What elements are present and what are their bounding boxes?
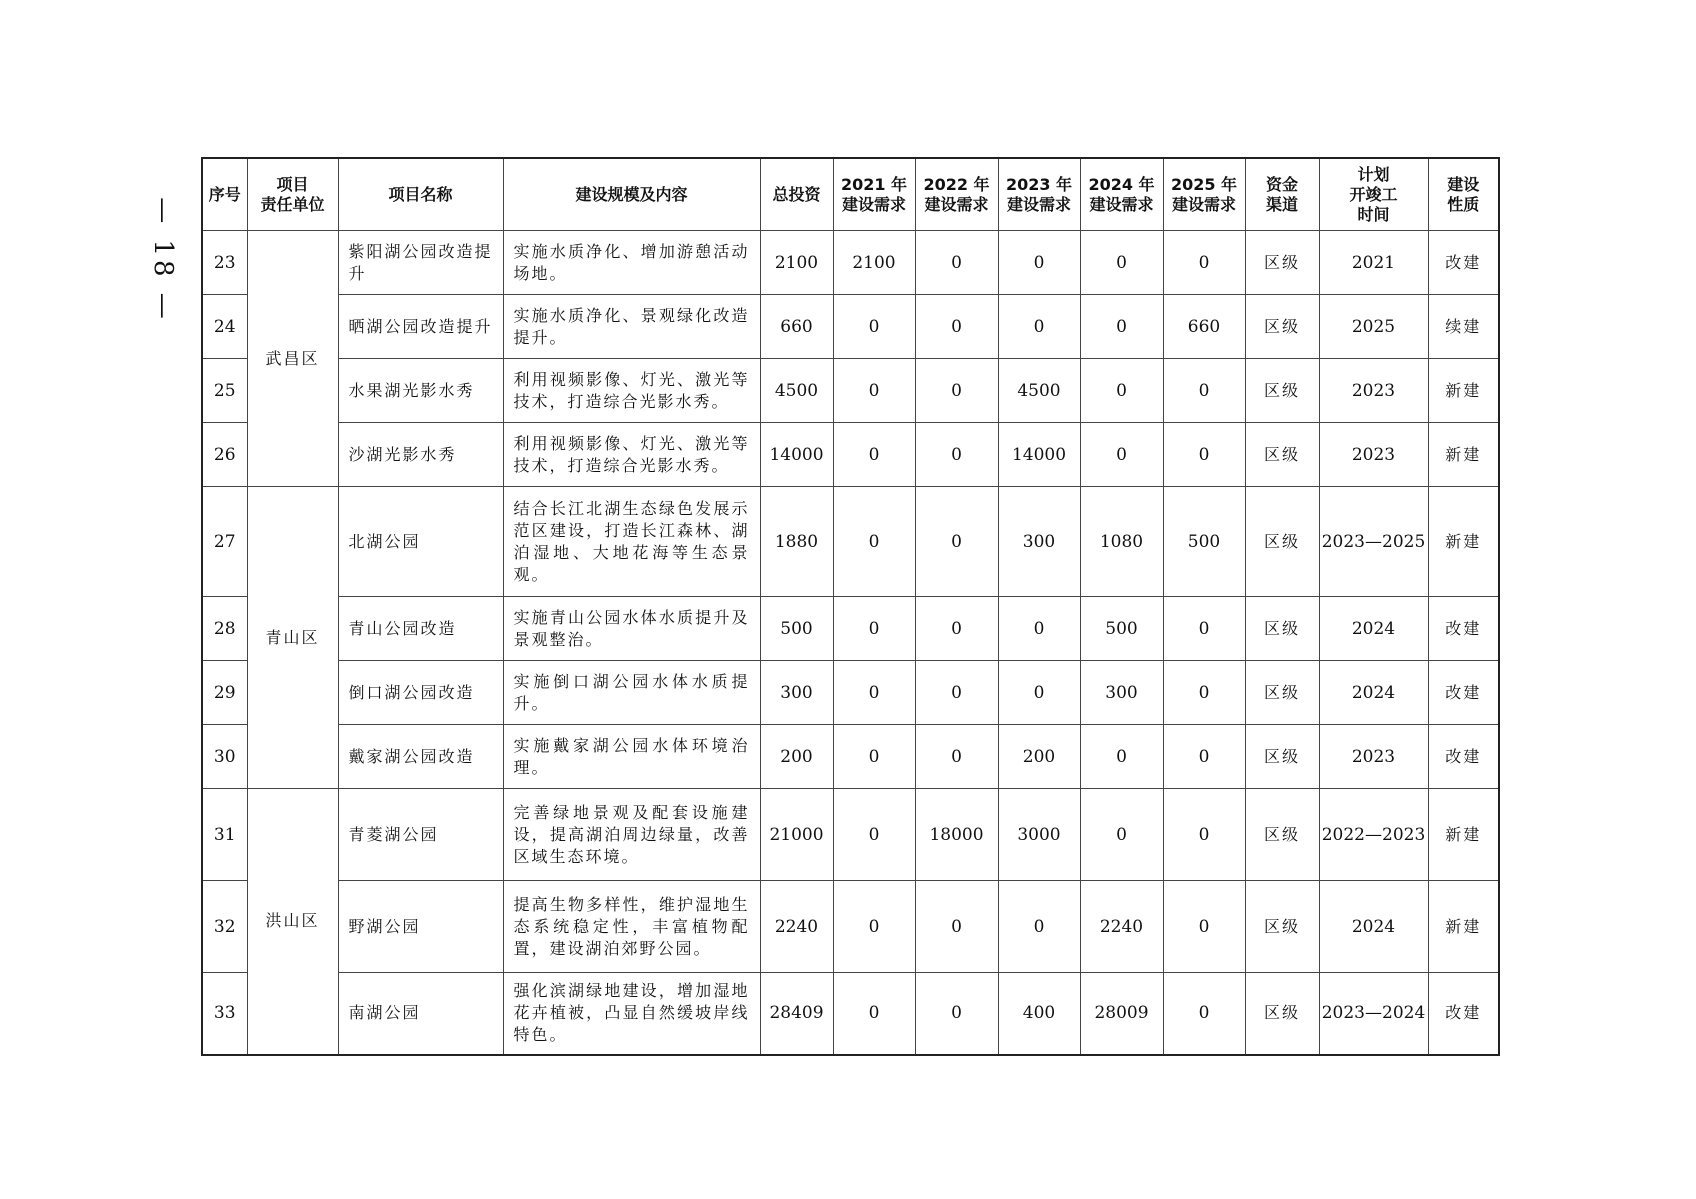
header-funding-line-1: 资金 [1265,174,1298,194]
header-y2021-line-2: 建设需求 [841,194,906,214]
row-y2023: 400 [998,973,1080,1055]
project-table [201,157,1500,1056]
row-schedule: 2023 [1319,725,1428,789]
row-y2021: 0 [833,973,915,1055]
header-y2022-line-2: 建设需求 [924,194,989,214]
row-nature: 新建 [1428,487,1499,597]
row-y2021: 0 [833,881,915,973]
row-y2021: 0 [833,423,915,487]
row-total: 660 [760,295,833,359]
row-y2022: 0 [915,487,998,597]
row-content: 实施戴家湖公园水体环境治理。 [503,725,760,789]
row-y2022: 0 [915,359,998,423]
row-schedule: 2023—2025 [1319,487,1428,597]
table-row [202,295,1499,359]
row-y2021: 0 [833,487,915,597]
table-row [202,231,1499,295]
row-y2022: 0 [915,973,998,1055]
row-y2023: 3000 [998,789,1080,881]
row-funding: 区级 [1245,881,1319,973]
row-y2024: 0 [1080,231,1163,295]
row-content: 实施水质净化、增加游憩活动场地。 [503,231,760,295]
row-y2022: 0 [915,725,998,789]
header-nature-line-2: 性质 [1447,194,1480,214]
row-content: 强化滨湖绿地建设，增加湿地花卉植被，凸显自然缓坡岸线特色。 [503,973,760,1055]
row-y2023: 0 [998,881,1080,973]
row-content: 实施水质净化、景观绿化改造提升。 [503,295,760,359]
row-project-name: 沙湖光影水秀 [338,423,503,487]
header-schedule-line-2: 开竣工 [1349,184,1398,204]
row-y2024: 0 [1080,725,1163,789]
row-total: 500 [760,597,833,661]
row-nature: 新建 [1428,881,1499,973]
header-content: 建设规模及内容 [503,158,760,231]
row-y2024: 0 [1080,423,1163,487]
row-y2024: 0 [1080,789,1163,881]
row-total: 2100 [760,231,833,295]
row-y2024: 300 [1080,661,1163,725]
row-y2021: 0 [833,789,915,881]
header-total: 总投资 [760,158,833,231]
row-project-name: 倒口湖公园改造 [338,661,503,725]
row-y2024: 500 [1080,597,1163,661]
row-funding: 区级 [1245,661,1319,725]
table-row [202,661,1499,725]
row-seq: 24 [202,295,247,359]
row-y2025: 0 [1163,231,1245,295]
row-y2025: 660 [1163,295,1245,359]
table-row [202,487,1499,597]
header-unit-line-2: 责任单位 [260,194,325,214]
row-project-name: 南湖公园 [338,973,503,1055]
header-y2025 [1163,158,1245,231]
header-schedule [1319,158,1428,231]
header-funding [1245,158,1319,231]
row-content: 结合长江北湖生态绿色发展示范区建设，打造长江森林、湖泊湿地、大地花海等生态景观。 [503,487,760,597]
row-schedule: 2024 [1319,881,1428,973]
row-project-name: 北湖公园 [338,487,503,597]
header-y2022-line-1: 2022 年 [923,174,990,194]
row-schedule: 2023 [1319,359,1428,423]
row-y2025: 0 [1163,725,1245,789]
row-content: 利用视频影像、灯光、激光等技术，打造综合光影水秀。 [503,359,760,423]
header-y2024-line-1: 2024 年 [1088,174,1155,194]
header-row [202,158,1499,231]
row-funding: 区级 [1245,725,1319,789]
row-y2022: 0 [915,231,998,295]
row-seq: 29 [202,661,247,725]
row-nature: 新建 [1428,789,1499,881]
row-y2023: 14000 [998,423,1080,487]
row-y2024: 2240 [1080,881,1163,973]
row-content: 利用视频影像、灯光、激光等技术，打造综合光影水秀。 [503,423,760,487]
row-seq: 26 [202,423,247,487]
header-name: 项目名称 [338,158,503,231]
row-schedule: 2021 [1319,231,1428,295]
row-y2022: 0 [915,661,998,725]
row-nature: 新建 [1428,423,1499,487]
row-seq: 32 [202,881,247,973]
header-funding-line-2: 渠道 [1265,194,1298,214]
row-project-name: 青山公园改造 [338,597,503,661]
row-funding: 区级 [1245,973,1319,1055]
row-nature: 续建 [1428,295,1499,359]
row-y2021: 0 [833,295,915,359]
row-schedule: 2022—2023 [1319,789,1428,881]
table-row [202,881,1499,973]
table-row [202,789,1499,881]
row-funding: 区级 [1245,359,1319,423]
row-total: 2240 [760,881,833,973]
row-y2025: 0 [1163,973,1245,1055]
unit-cell-wuchang: 武昌区 [247,231,338,487]
header-y2024 [1080,158,1163,231]
row-project-name: 晒湖公园改造提升 [338,295,503,359]
row-project-name: 水果湖光影水秀 [338,359,503,423]
row-funding: 区级 [1245,789,1319,881]
row-schedule: 2024 [1319,661,1428,725]
row-content: 完善绿地景观及配套设施建设，提高湖泊周边绿量，改善区域生态环境。 [503,789,760,881]
row-nature: 改建 [1428,725,1499,789]
row-nature: 改建 [1428,597,1499,661]
row-funding: 区级 [1245,231,1319,295]
row-total: 4500 [760,359,833,423]
row-y2023: 300 [998,487,1080,597]
row-y2024: 0 [1080,359,1163,423]
header-y2025-line-2: 建设需求 [1171,194,1236,214]
row-y2025: 500 [1163,487,1245,597]
row-seq: 31 [202,789,247,881]
row-y2025: 0 [1163,597,1245,661]
header-unit [247,158,338,231]
row-total: 300 [760,661,833,725]
row-schedule: 2023 [1319,423,1428,487]
header-unit-line-1: 项目 [276,174,309,194]
row-y2021: 0 [833,661,915,725]
header-y2025-line-1: 2025 年 [1170,174,1238,194]
row-seq: 25 [202,359,247,423]
row-y2024: 28009 [1080,973,1163,1055]
unit-cell-hongshan: 洪山区 [247,789,338,1055]
row-y2021: 0 [833,359,915,423]
row-seq: 28 [202,597,247,661]
row-y2023: 200 [998,725,1080,789]
header-schedule-line-3: 时间 [1357,204,1390,224]
row-content: 实施青山公园水体水质提升及景观整治。 [503,597,760,661]
row-y2021: 0 [833,725,915,789]
header-y2021-line-1: 2021 年 [840,174,908,194]
row-nature: 改建 [1428,231,1499,295]
table-row [202,359,1499,423]
header-seq: 序号 [202,158,247,231]
row-y2025: 0 [1163,661,1245,725]
row-funding: 区级 [1245,295,1319,359]
row-y2025: 0 [1163,359,1245,423]
row-y2023: 0 [998,597,1080,661]
header-y2023-line-1: 2023 年 [1005,174,1073,194]
row-total: 21000 [760,789,833,881]
row-nature: 改建 [1428,973,1499,1055]
row-y2025: 0 [1163,789,1245,881]
header-y2023 [998,158,1080,231]
row-total: 28409 [760,973,833,1055]
row-y2024: 0 [1080,295,1163,359]
row-nature: 新建 [1428,359,1499,423]
header-y2022 [915,158,998,231]
row-y2022: 0 [915,881,998,973]
row-funding: 区级 [1245,423,1319,487]
row-project-name: 野湖公园 [338,881,503,973]
table-row [202,725,1499,789]
row-schedule: 2024 [1319,597,1428,661]
row-seq: 30 [202,725,247,789]
unit-cell-qingshan: 青山区 [247,487,338,789]
header-y2024-line-2: 建设需求 [1089,194,1154,214]
row-y2022: 0 [915,597,998,661]
row-total: 200 [760,725,833,789]
row-project-name: 紫阳湖公园改造提升 [338,231,503,295]
row-y2025: 0 [1163,881,1245,973]
page-number: — 18 — [148,197,178,323]
row-seq: 27 [202,487,247,597]
header-y2023-line-2: 建设需求 [1006,194,1071,214]
row-seq: 33 [202,973,247,1055]
row-y2023: 0 [998,231,1080,295]
row-project-name: 青菱湖公园 [338,789,503,881]
row-funding: 区级 [1245,487,1319,597]
header-nature [1428,158,1499,231]
row-nature: 改建 [1428,661,1499,725]
row-y2025: 0 [1163,423,1245,487]
row-y2022: 0 [915,423,998,487]
row-y2022: 0 [915,295,998,359]
row-total: 1880 [760,487,833,597]
table-row [202,973,1499,1055]
row-content: 提高生物多样性，维护湿地生态系统稳定性，丰富植物配置，建设湖泊郊野公园。 [503,881,760,973]
row-y2021: 2100 [833,231,915,295]
header-schedule-line-1: 计划 [1357,164,1390,184]
row-schedule: 2023—2024 [1319,973,1428,1055]
row-y2023: 0 [998,295,1080,359]
row-y2023: 0 [998,661,1080,725]
row-seq: 23 [202,231,247,295]
row-schedule: 2025 [1319,295,1428,359]
row-content: 实施倒口湖公园水体水质提升。 [503,661,760,725]
header-y2021 [833,158,915,231]
row-y2022: 18000 [915,789,998,881]
header-nature-line-1: 建设 [1447,174,1480,194]
row-y2024: 1080 [1080,487,1163,597]
row-funding: 区级 [1245,597,1319,661]
row-y2021: 0 [833,597,915,661]
row-total: 14000 [760,423,833,487]
row-project-name: 戴家湖公园改造 [338,725,503,789]
table-row [202,597,1499,661]
row-y2023: 4500 [998,359,1080,423]
table-row [202,423,1499,487]
